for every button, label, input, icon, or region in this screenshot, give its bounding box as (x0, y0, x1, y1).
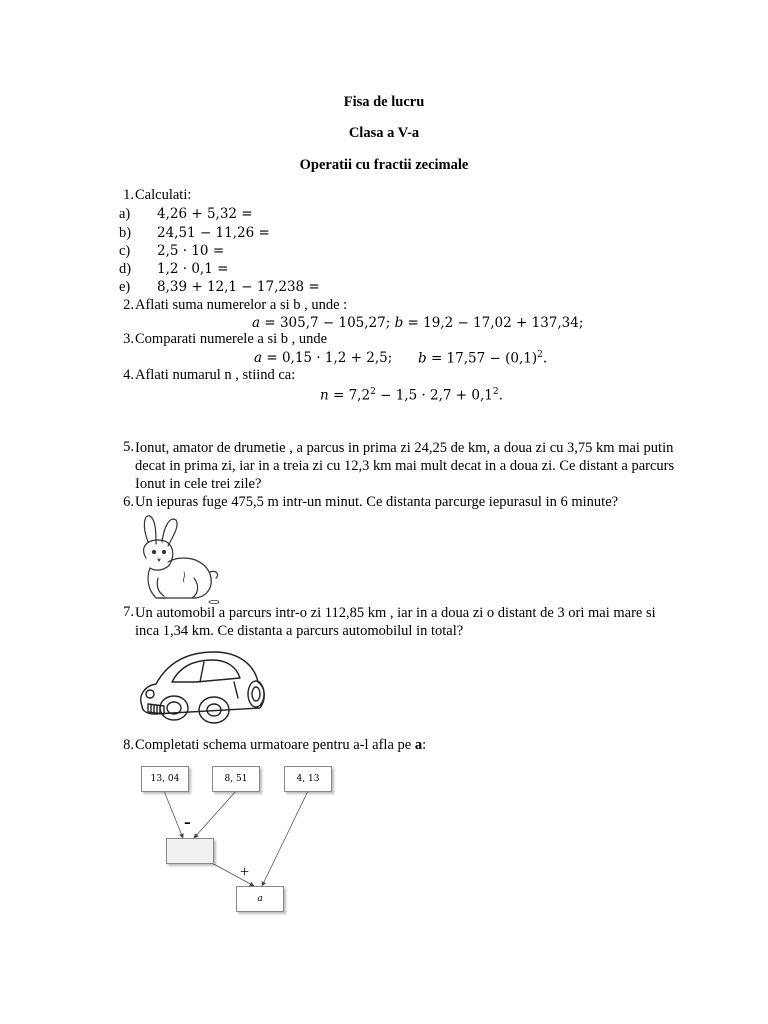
ex5-number: 5. (123, 439, 134, 455)
ex7-number: 7. (123, 604, 134, 620)
ex1-item-expr: 8,39 + 12,1 − 17,238 = (157, 279, 320, 295)
ex1-item-label: d) (119, 261, 132, 277)
var-n: n (320, 387, 329, 404)
ex2-text: Aflati suma numerelor a si b , unde : (135, 297, 348, 313)
scheme-box-3: 4, 13 (284, 766, 332, 792)
class-label: Clasa a V-a (348, 125, 420, 141)
ex1-item-expr: 4,26 + 5,32 = (157, 206, 253, 222)
ex1-item-label: c) (119, 243, 131, 259)
topic-title: Operatii cu fractii zecimale (299, 157, 469, 173)
ex5-text: Ionut, amator de drumetie , a parcus in prima zi 24,25 de km, a doua zi cu 3,75 km mai putin decat in prima zi, iar in a treia zi cu 12,3 km mai mult decat in a doua zi. Ce distant a parcurs Ionut in cele trei zile? (135, 440, 675, 492)
ex8-text-after: : (422, 737, 427, 753)
ex4-exp1: 2 (370, 387, 376, 397)
ex4-exp2: 2 (492, 387, 499, 397)
var-a: a (252, 315, 261, 331)
ex3-eq-b: = 17,57 − (0,1) (426, 350, 538, 367)
plus-sign: + (240, 864, 250, 881)
var-b: b (394, 315, 404, 331)
arrow-box3-to-result (262, 791, 308, 886)
ex4-number: 4. (123, 367, 134, 383)
ex1-number: 1. (123, 187, 134, 203)
ex4-p1: = 7,2 (328, 387, 371, 404)
ex1-item-expr: 24,51 − 11,26 = (157, 225, 270, 241)
var-b: b (418, 350, 427, 367)
ex3-text: Comparati numerele a si b , unde (135, 331, 328, 347)
ex2-number: 2. (123, 297, 134, 313)
ex1-text: Calculati: (135, 187, 192, 203)
ex3-eq-a: = 0,15 · 1,2 + 2,5; (262, 350, 393, 366)
ex3-end: . (542, 350, 548, 367)
ex7-text: Un automobil a parcurs intr-o zi 112,85 km , iar in a doua zi o distant de 3 ori mai mare si inca 1,34 km. Ce distanta a parcurs automobilul in total? (135, 605, 656, 639)
arrow-box2-to-empty (194, 791, 236, 838)
ex4-p2: − 1,5 · 2,7 + 0,1 (375, 387, 493, 404)
minus-sign: - (184, 811, 191, 833)
var-a: a (254, 350, 263, 366)
ex1-item-expr: 2,5 · 10 = (157, 243, 225, 259)
ex6-number: 6. (123, 494, 134, 510)
ex6-text: Un iepuras fuge 475,5 m intr-un minut. Ce distanta parcurge iepurasul in 6 minute? (135, 494, 619, 510)
ex3-exponent: 2 (537, 350, 543, 360)
ex3-number: 3. (123, 331, 134, 347)
scheme-box-1: 13, 04 (141, 766, 189, 792)
scheme-result-box: a (236, 886, 284, 912)
ex1-item-label: a) (119, 206, 131, 222)
ex8-text-before: Completati schema urmatoare pentru a-l afla pe (135, 737, 415, 753)
arrow-box1-to-empty (164, 791, 183, 838)
ex2-eq-b: = 19,2 − 17,02 + 137,34; (403, 315, 584, 331)
scheme-empty-box[interactable] (166, 838, 214, 864)
ex1-item-label: b) (119, 225, 132, 241)
ex8-text-bold: a (414, 737, 423, 753)
ex4-end: . (498, 387, 503, 404)
scheme-box-2: 8, 51 (212, 766, 260, 792)
ex1-item-expr: 1,2 · 0,1 = (157, 261, 229, 277)
ex4-text: Aflati numarul n , stiind ca: (135, 367, 296, 383)
ex1-item-label: e) (119, 279, 131, 295)
ex2-eq-a: = 305,7 − 105,27; (260, 315, 395, 331)
worksheet-title: Fisa de lucru (343, 94, 425, 110)
ex8-number: 8. (123, 737, 134, 753)
